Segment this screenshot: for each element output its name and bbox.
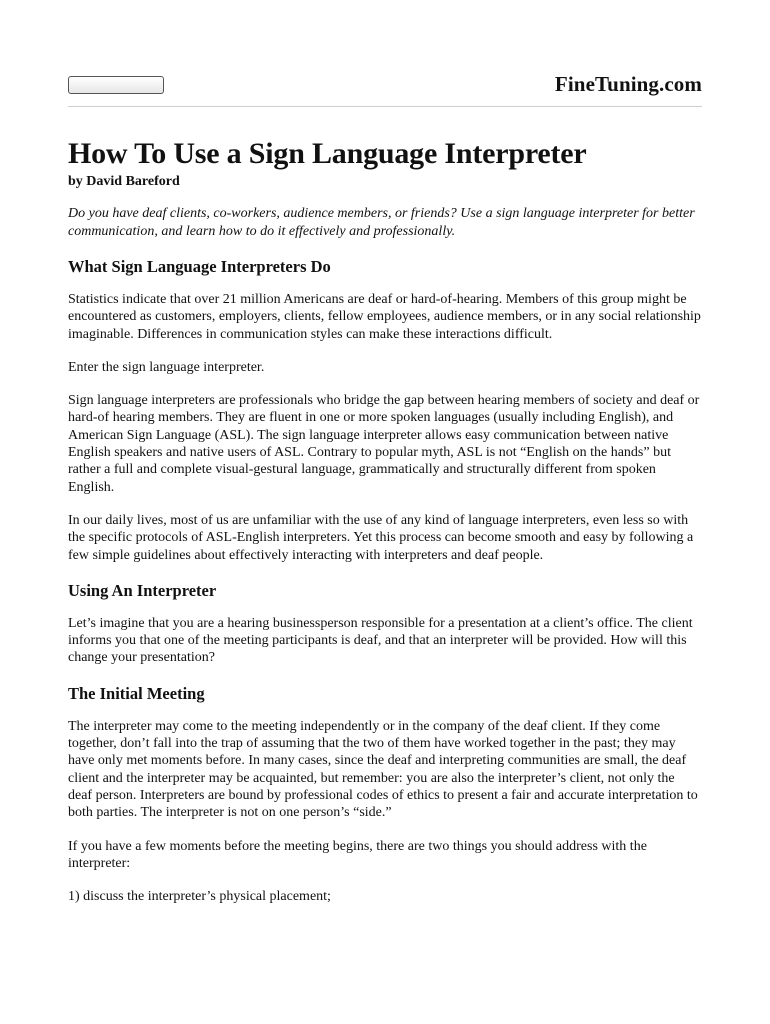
section-heading: Using An Interpreter xyxy=(68,580,217,600)
paragraph: 1) discuss the interpreter’s physical placement; xyxy=(68,889,331,905)
paragraph: Statistics indicate that over 21 million Americans are deaf or hard-of-hearing. Members of this group might be encountered as customers, employers, clients, fellow employees, audience members, or in any social relationship imaginable. Differences in communication styles can make these interactions difficult. xyxy=(68,292,701,342)
header-divider xyxy=(68,106,702,107)
article-byline: by David Bareford xyxy=(68,174,180,189)
section-heading: What Sign Language Interpreters Do xyxy=(68,257,331,276)
page-header xyxy=(68,0,702,108)
article-intro: Do you have deaf clients, co-workers, audience members, or friends? Use a sign language interpreter for better communication, and learn how to do it effectively and professionally. xyxy=(68,206,695,239)
paragraph: Sign language interpreters are professionals who bridge the gap between hearing members of society and deaf or hard-of hearing members. They are fluent in one or more spoken languages (usually including English), and American Sign Language (ASL). The sign language interpreter allows easy communication between native English speakers and native users of ASL. Contrary to popular myth, ASL is not “English on the hands” but rather a full and complete visual-gestural language, grammatically and structurally different from spoken English. xyxy=(68,393,700,495)
paragraph: In our daily lives, most of us are unfamiliar with the use of any kind of language interpreters, even less so with the specific protocols of ASL-English interpreters. Yet this process can become smooth and easy by following a few simple guidelines about effectively interacting with interpreters and deaf people. xyxy=(68,512,694,563)
document-page xyxy=(68,0,702,905)
article-title: How To Use a Sign Language Interpreter xyxy=(68,137,587,170)
site-name: FineTuning.com xyxy=(554,72,702,96)
paragraph: The interpreter may come to the meeting independently or in the company of the deaf client. If they come together, don’t fall into the trap of assuming that the two of them have worked together in the past; they may have only met moments before. In many cases, since the deaf and interpreting communities are small, the deaf client and the interpreter may be acquainted, but remember: you are also the interpreter’s client, not only the deaf person. Interpreters are bound by professional codes of ethics to present a fair and accurate interpretation to both parties. The interpreter is not on one person’s “side.” xyxy=(68,718,698,821)
paragraph: If you have a few moments before the meeting begins, there are two things you should address with the interpreter: xyxy=(68,838,647,871)
section-heading: The Initial Meeting xyxy=(68,683,205,703)
paragraph: Enter the sign language interpreter. xyxy=(68,359,265,375)
header-button[interactable] xyxy=(68,76,164,94)
paragraph: Let’s imagine that you are a hearing businessperson responsible for a presentation at a client’s office. The client informs you that one of the meeting participants is deaf, and that an interpreter will be provided. How will this change your presentation? xyxy=(68,615,693,666)
